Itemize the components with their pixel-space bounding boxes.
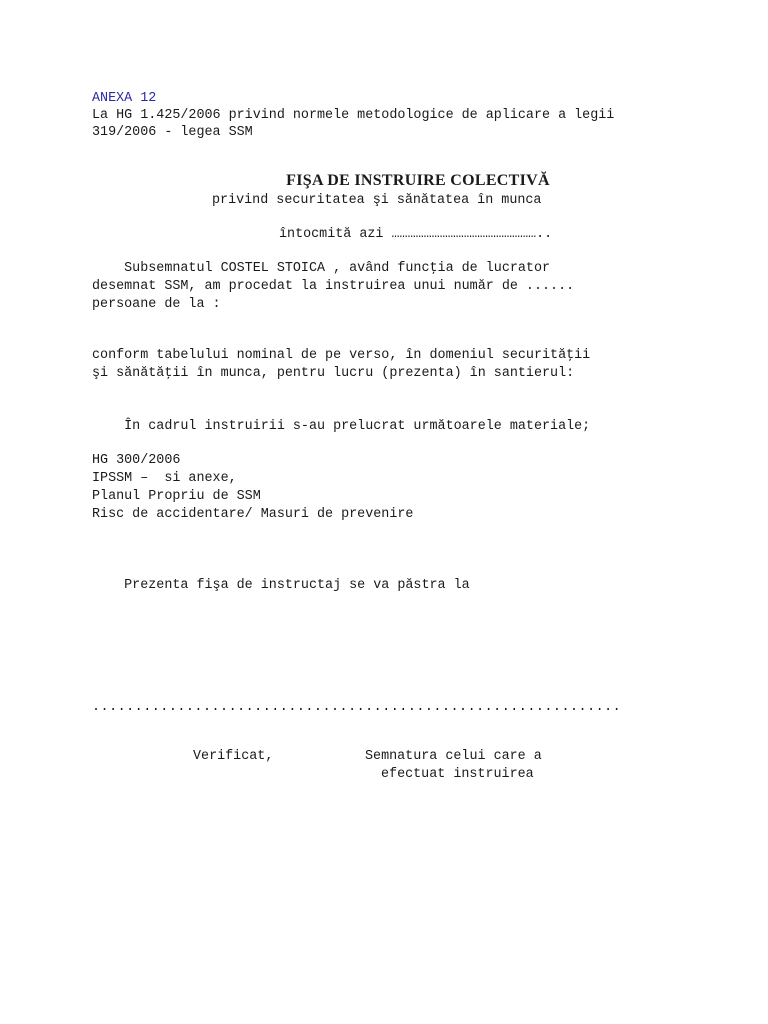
document-title: FIŞA DE INSTRUIRE COLECTIVĂ — [286, 172, 550, 189]
paragraph-1-line-2: desemnat SSM, am procedat la instruirea unui număr de ...... — [92, 279, 575, 294]
reference-line-1: La HG 1.425/2006 privind normele metodologice de aplicare a legii — [92, 108, 615, 123]
reference-line-2: 319/2006 - legea SSM — [92, 125, 253, 140]
annex-label: ANEXA 12 — [92, 91, 157, 106]
material-item: Planul Propriu de SSM — [92, 489, 261, 504]
material-item: IPSSM – si anexe, — [92, 471, 237, 486]
paragraph-2-line-1: conform tabelului nominal de pe verso, în domeniul securităţii — [92, 348, 591, 363]
drawn-up-date: întocmită azi ……………………………………………….. — [279, 227, 553, 242]
signature-label-line-2: efectuat instruirea — [381, 767, 534, 782]
material-item: HG 300/2006 — [92, 453, 181, 468]
paragraph-1-line-3: persoane de la : — [92, 297, 221, 312]
verified-label: Verificat, — [193, 749, 274, 764]
paragraph-1-line-1: Subsemnatul COSTEL STOICA , având funcţia de lucrator — [92, 261, 551, 276]
signature-label-line-1: Semnatura celui care a — [365, 749, 542, 764]
paragraph-3: În cadrul instruirii s-au prelucrat următoarele materiale; — [92, 419, 591, 434]
paragraph-2-line-2: şi sănătăţii în munca, pentru lucru (prezenta) în santierul: — [92, 366, 575, 381]
dotted-fill-line: .............................................................. — [92, 700, 622, 715]
keep-note: Prezenta fişa de instructaj se va păstra la — [92, 578, 470, 593]
document-subtitle: privind securitatea şi sănătatea în munca — [212, 193, 542, 208]
material-item: Risc de accidentare/ Masuri de prevenire — [92, 507, 414, 522]
